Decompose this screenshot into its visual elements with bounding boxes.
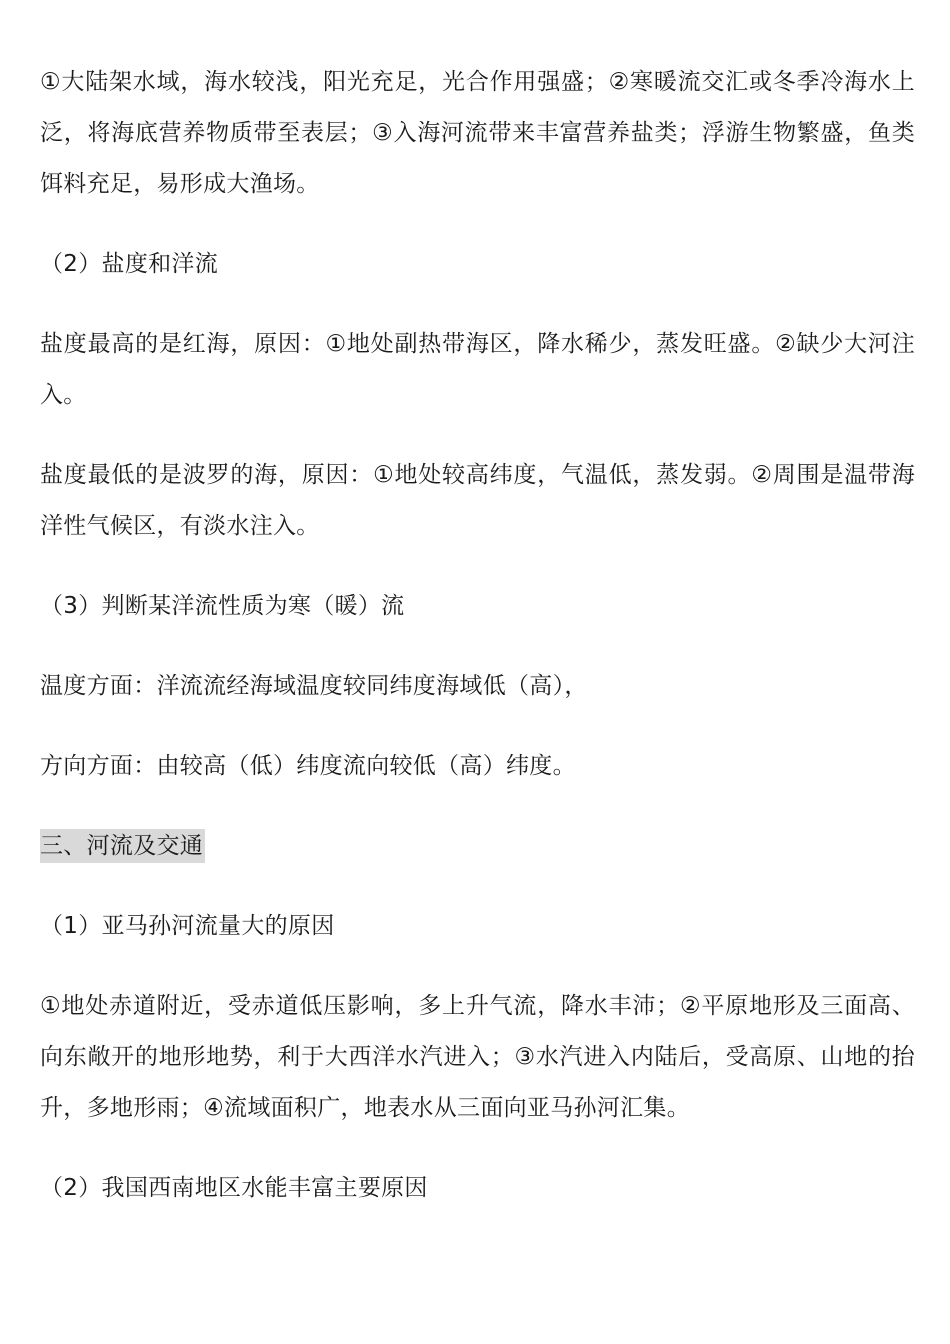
paragraph-amazon-reasons: ①地处赤道附近，受赤道低压影响，多上升气流，降水丰沛；②平原地形及三面高、向东敞开的地形地势，利于大西洋水汽进入；③水汽进入内陆后，受高原、山地的抬升，多地形雨；④流域面积广，地表水从三面向亚马孙河汇集。 <box>40 993 915 1121</box>
section-title-row <box>40 821 915 872</box>
paragraph-highest-salinity: 盐度最高的是红海，原因：①地处副热带海区，降水稀少，蒸发旺盛。②缺少大河注入。 <box>40 331 915 408</box>
paragraph-temperature-aspect: 温度方面：洋流流经海域温度较同纬度海域低（高）， <box>40 673 588 699</box>
paragraph-direction-aspect: 方向方面：由较高（低）纬度流向较低（高）纬度。 <box>40 753 576 779</box>
subheading-salinity-currents: （2）盐度和洋流 <box>40 251 219 277</box>
subheading-amazon-flow: （1）亚马孙河流量大的原因 <box>40 913 335 939</box>
subheading-southwest-hydropower: （2）我国西南地区水能丰富主要原因 <box>40 1175 428 1201</box>
subheading-current-nature: （3）判断某洋流性质为寒（暖）流 <box>40 593 405 619</box>
section-title-rivers-transport: 三、河流及交通 <box>40 829 205 863</box>
paragraph-lowest-salinity: 盐度最低的是波罗的海，原因：①地处较高纬度，气温低，蒸发弱。②周围是温带海洋性气候区，有淡水注入。 <box>40 462 915 539</box>
document-page <box>40 57 915 1243</box>
paragraph-fishery-reasons: ①大陆架水域，海水较浅，阳光充足，光合作用强盛；②寒暖流交汇或冬季冷海水上泛，将海底营养物质带至表层；③入海河流带来丰富营养盐类；浮游生物繁盛，鱼类饵料充足，易形成大渔场。 <box>40 69 915 197</box>
